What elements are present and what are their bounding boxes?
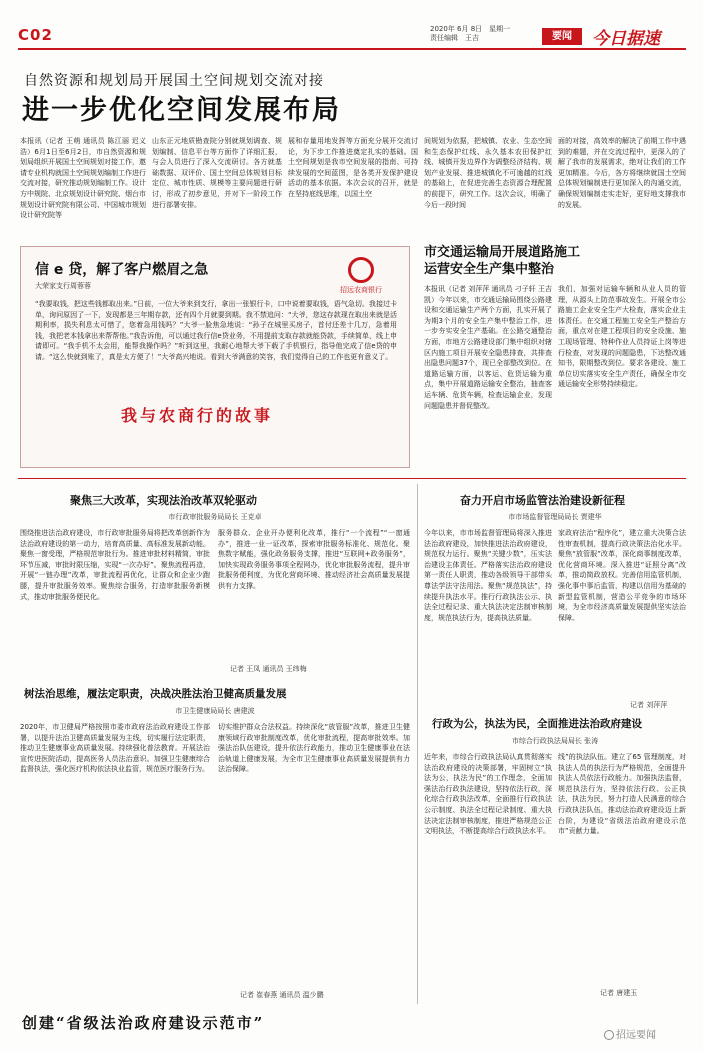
article-4-col-1: 近年来，市综合行政执法局认真贯彻落实法治政府建设的决策部署，牢固树立“执法为公，执法为民”的工作理念，全面加强法治行政执法建设，坚持依法行政，深化综合行政执法改革，全面推行行政执法公示制度、执法全过程记录制度、重大执法决定法制审核制度，推进严格规范公正文明执法，不断提高综合行政执法水平。 bbox=[424, 753, 552, 836]
lead-col-3: 展和存量用地发挥等方面充分展开交流讨论，为下步工作推进奠定扎实的基础。国土空间规划是我市空间发展的指南、可持续发展的空间蓝图，是各类开发保护建设活动的基本依据。本次会议的召开，就是在坚持底线思维，以国土空 bbox=[288, 137, 418, 198]
article-4-title: 行政为公，执法为民，全面推进法治政府建设 bbox=[432, 718, 642, 730]
issue-date: 2020年 6月 8日 星期一 bbox=[430, 25, 511, 33]
page-number: C02 bbox=[18, 26, 53, 44]
bank-logo bbox=[321, 257, 401, 297]
lead-col-4: 间规划为依据，把城镇、农业、生态空间和生态保护红线、永久基本农田保护红线、城镇开发边界作为调整经济结构、规划产业发展、推进城镇化不可逾越的红线的基础上，在促进完善生态资源合理配置的前提下，研究工作。这次会议，明确了今后一段时间 bbox=[424, 137, 552, 209]
article-3-col-2: 切实维护群众合法权益。持续深化“放管服”改革，推进卫生健康领域行政审批制度改革，优化审批流程，提高审批效率。加强法治队伍建设，提升依法行政能力，推动卫生健康事业在法治轨道上健康发展，为全市卫生健康事业高质量发展提供有力法治保障。 bbox=[218, 723, 410, 774]
lead-col-1: 本报讯（记者 王萌 通讯员 陈江丽 迟义浩）6月1日至6月2日，市自然资源和规划局组织开展国土空间规划对接工作，邀请专业机构就国土空间规划编制工作进行交流对接，研究推动规划编制工作。设计方中规院、北京规划设计研究院、烟台市规划设计研究院有限公司、中国城市规划设计研究院等 bbox=[20, 137, 146, 220]
traffic-headline bbox=[424, 244, 688, 278]
article-4-byline: 市综合行政执法局局长 张涛 bbox=[511, 737, 599, 745]
article-1-col-1: 围绕推进法治政府建设，市行政审批服务局将把改革创新作为法治政府建设的第一动力，培育高质量、高标准发展新动能。聚焦一窗受理，严格规范审批行为。推进审批材料精简，审批环节压减，审批时限压缩，实现“一次办好”。聚焦流程再造，开展“一链办理”改革，审批流程再优化，让群众和企业少跑腿，提升审批服务效率。聚焦综合服务，打造审批服务新模式，推动审批服务便民化。 bbox=[20, 529, 210, 601]
traffic-col-2: 我们，加强对运输车辆和从业人员的管理，从源头上防范事故发生。开展全市公路施工企业安全生产大检查，落实企业主体责任。在交通工程施工安全生产整治方面，重点对在建工程项目的安全设施、施工现场管理、特种作业人员持证上岗等进行检查，对发现的问题隐患，下达整改通知书，限期整改到位。要求各建设、施工单位切实落实安全生产责任，确保全市交通运输安全形势持续稳定。 bbox=[558, 285, 686, 389]
ad-body: “我要取钱，把这些钱都取出来。”日前，一位大爷来到支行，拿出一张银行卡，口中说着要取钱，语气急切。我接过卡单，询问原因了一下，发现都是三年期存款，还有四个月就要到期。我不禁追问：“大爷，您这存款现在取出来就是活期利率，损失利息太可惜了，您着急用钱吗？”大爷一脸焦急地说：“孙子在城里买房子，首付还差十几万，急着用钱，我把老本钱拿出来帮帮他。”我告诉他，可以通过我行信e贷业务，不用提前支取存款就能贷款，手续简单，线上申请即可。“我手机不太会用，能帮我操作吗？”听到这里，我耐心地帮大爷下载了手机银行，指导他完成了信e贷的申请。“这么快就到账了，真是太方便了！”大爷高兴地说。看到大爷满意的笑容，我们觉得自己的工作也更有意义了。 bbox=[35, 300, 397, 361]
article-4-col-2: 线”的执法队伍。建立了65 管理制度，对执法人员的执法行为严格规范，全面提升执法人员依法行政能力。加强执法监督，规范执法行为，坚持依法行政、公正执法，执法为民，努力打造人民满意的综合行政执法队伍，推动法治政府建设迈上新台阶，为建设“省级法治政府建设示范市”贡献力量。 bbox=[558, 753, 686, 836]
section-divider bbox=[18, 478, 686, 479]
ad-author: 大荣家支行周蓉蓉 bbox=[35, 282, 91, 290]
article-2-col-1: 今年以来，市市场监督管理局将深入推进法治政府建设，加快推进法治政府建设，规范权力运行。聚焦“关键少数”，压实法治建设主体责任。严格落实法治政府建设第一责任人职责，推动各级领导干部带头尊法学法守法用法。聚焦“规范执法”，持续提升执法水平。推行行政执法公示、执法全过程记录、重大执法决定法制审核制度，规范执法行为，提高执法质量。 bbox=[424, 529, 552, 622]
traffic-headline-line-2: 运营安全生产集中整治 bbox=[424, 262, 555, 277]
ad-banner: 我与农商行的故事 bbox=[121, 406, 274, 425]
article-3-title: 树法治思维，履法定职责，决战决胜法治卫健高质量发展 bbox=[24, 688, 287, 700]
article-3-byline: 市卫生健康局局长 唐建波 bbox=[175, 707, 255, 715]
article-1-col-2: 服务群众、企业开办便利化改革，推行“一个流程”“一窗通办”，推进一业一证改革，探索审批服务标准化、规范化。聚焦数字赋能，强化政务服务支撑，推进“互联网+政务服务”，加快实现政务服务事项全程网办，优化审批服务流程，提升审批服务便利度，为优化营商环境、推动经济社会高质量发展提供有力支撑。 bbox=[218, 529, 410, 590]
ad-box bbox=[20, 246, 410, 468]
article-1-title: 聚焦三大改革，实现法治改革双轮驱动 bbox=[70, 494, 257, 507]
traffic-col-1: 本报讯（记者 刘萍萍 通讯员 刁子轩 王吉凯）今年以来，市交通运输局围绕公路建设和交通运输生产两个方面，扎实开展了为期3个月的安全生产集中整治工作，进一步夯实安全生产基础。在公路交通整治方面，市地方公路建设部门集中组织对辖区内施工项目开展安全隐患排查，共排查出隐患问题37个，现已全部整改到位。在道路运输方面，以客运、危货运输为重点，集中开展道路运输安全整治，抽查客运车辆、危货车辆，检查运输企业，发现问题隐患并督促整改。 bbox=[424, 285, 552, 410]
article-2-title: 奋力开启市场监管法治建设新征程 bbox=[460, 494, 625, 507]
newspaper-logo: 今日据速 bbox=[592, 29, 660, 49]
wechat-icon bbox=[604, 1030, 614, 1040]
date-box bbox=[430, 25, 510, 43]
article-2-signature: 记者 刘萍萍 bbox=[630, 701, 668, 709]
article-2-byline: 市市场监督管理局局长 贾建华 bbox=[508, 513, 602, 521]
article-4-signature: 记者 唐建玉 bbox=[600, 989, 638, 997]
watermark-text: 招远要闻 bbox=[616, 1030, 656, 1041]
article-3-col-1: 2020年，市卫健局严格按照市委市政府法治政府建设工作部署，以提升法治卫健高质量发展为主线，切实履行法定职责，推动卫生健康事业高质量发展。持续强化普法教育。开展法治宣传进医院活动，提高医务人员法治意识。加强卫生健康综合监督执法，强化医疗机构依法执业监管，规范医疗服务行为。 bbox=[20, 723, 210, 774]
bank-name: 招远农商银行 bbox=[340, 286, 382, 294]
watermark bbox=[604, 1026, 656, 1041]
editor-line: 责任编辑 王吉 bbox=[430, 34, 479, 42]
lead-col-2: 山东正元地质勘查院分别就规划调查、规划编制、信息平台等方面作了详细汇报，与会人员进行了深入交流研讨。各方就基础数据、双评价、国土空间总体规划目标定位、城市性质、规模等主要问题进行研讨，形成了初步意见，并对下一阶段工作进行部署安排。 bbox=[152, 137, 282, 209]
lead-col-5: 面的对接，高效率的解决了前期工作中遇到的难题，并在交流过程中，更深入的了解了我市的发展需求，绝对让我们的工作更加精准。今后，各方将继续就国土空间总体规划编制进行更加深入的沟通交流，确保规划编制走实走好，更好地支撑我市的发展。 bbox=[558, 137, 686, 209]
article-3-signature: 记者 崔春燕 通讯员 温少鹏 bbox=[240, 991, 324, 999]
masthead bbox=[18, 22, 686, 50]
lead-kicker: 自然资源和规划局开展国土空间规划交流对接 bbox=[24, 73, 324, 89]
section-tag: 要闻 bbox=[542, 28, 582, 45]
bottom-banner: 创建“省级法治政府建设示范市” bbox=[22, 1014, 265, 1032]
article-1-byline: 市行政审批服务局局长 王克卓 bbox=[168, 513, 262, 521]
lead-headline: 进一步优化空间发展布局 bbox=[22, 95, 341, 126]
column-divider bbox=[417, 484, 418, 1004]
ad-title: 信 e 贷，解了客户燃眉之急 bbox=[35, 262, 209, 278]
bank-logo-icon bbox=[348, 257, 374, 283]
article-2-col-2: 家政府法治“程序化”，建立重大决策合法性审查机制，提高行政决策法治化水平。聚焦“放管服”改革，深化商事制度改革，优化营商环境。深入推进“证照分离”改革，推动简政放权。完善信用监管机制，强化事中事后监管，构建以信用为基础的新型监管机制，营造公平竞争的市场环境，为全市经济高质量发展提供坚实法治保障。 bbox=[558, 529, 686, 622]
traffic-headline-line-1: 市交通运输局开展道路施工 bbox=[424, 245, 581, 260]
article-1-signature: 记者 王凤 通讯员 王纬梅 bbox=[230, 665, 307, 673]
